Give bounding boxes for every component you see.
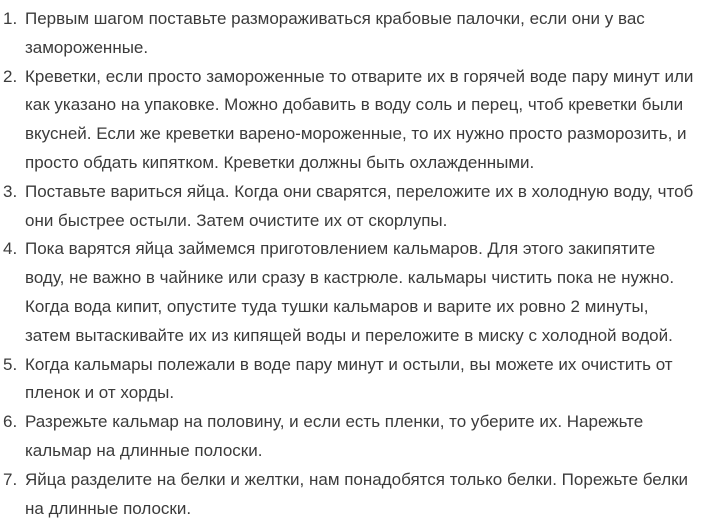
recipe-steps-list: [0, 5, 700, 523]
step-number: 3.: [3, 181, 18, 201]
step-text: Пока варятся яйца займемся приготовлением кальмаров. Для этого закипятите воду, не важно в чайнике или сразу в кастрюле. кальмары чистить пока не нужно. Когда вода кипит, опустите туда тушки кальмаров и варите их ровно 2 минуты, затем вытаскивайте их из кипящей воды и переложите в миску с холодной водой.: [25, 239, 675, 345]
step-number: 7.: [3, 469, 18, 489]
recipe-step-4: [0, 235, 700, 350]
step-number: 1.: [3, 9, 18, 28]
recipe-step-5: [0, 351, 700, 409]
recipe-step-7: [0, 466, 700, 523]
recipe-step-6: [0, 408, 700, 466]
step-number: 4.: [3, 239, 18, 259]
step-text: Разрежьте кальмар на половину, и если есть пленки, то уберите их. Нарежьте кальмар на длинные полоски.: [25, 412, 644, 460]
step-number: 2.: [3, 66, 18, 86]
step-text: Яйца разделите на белки и желтки, нам понадобятся только белки. Порежьте белки на длинные полоски.: [25, 469, 689, 518]
recipe-step-2: [0, 63, 700, 178]
step-text: Креветки, если просто замороженные то отварите их в горячей воде пару минут или как указано на упаковке. Можно добавить в воду соль и перец, чтоб креветки были вкусней. Если же креветки варено-мороженные, то их нужно просто разморозить, и просто обдать кипятком. Креветки должны быть охлажденными.: [25, 66, 694, 172]
step-text: Поставьте вариться яйца. Когда они сварятся, переложите их в холодную воду, чтоб они быстрее остыли. Затем очистите их от скорлупы.: [25, 181, 694, 230]
step-number: 5.: [3, 354, 18, 374]
recipe-step-1: [0, 5, 700, 63]
recipe-step-3: [0, 178, 700, 236]
step-number: 6.: [3, 412, 18, 432]
step-text: Когда кальмары полежали в воде пару минут и остыли, вы можете их очистить от пленок и от хорды.: [25, 354, 673, 403]
step-text: Первым шагом поставьте размораживаться крабовые палочки, если они у вас замороженные.: [25, 9, 645, 57]
